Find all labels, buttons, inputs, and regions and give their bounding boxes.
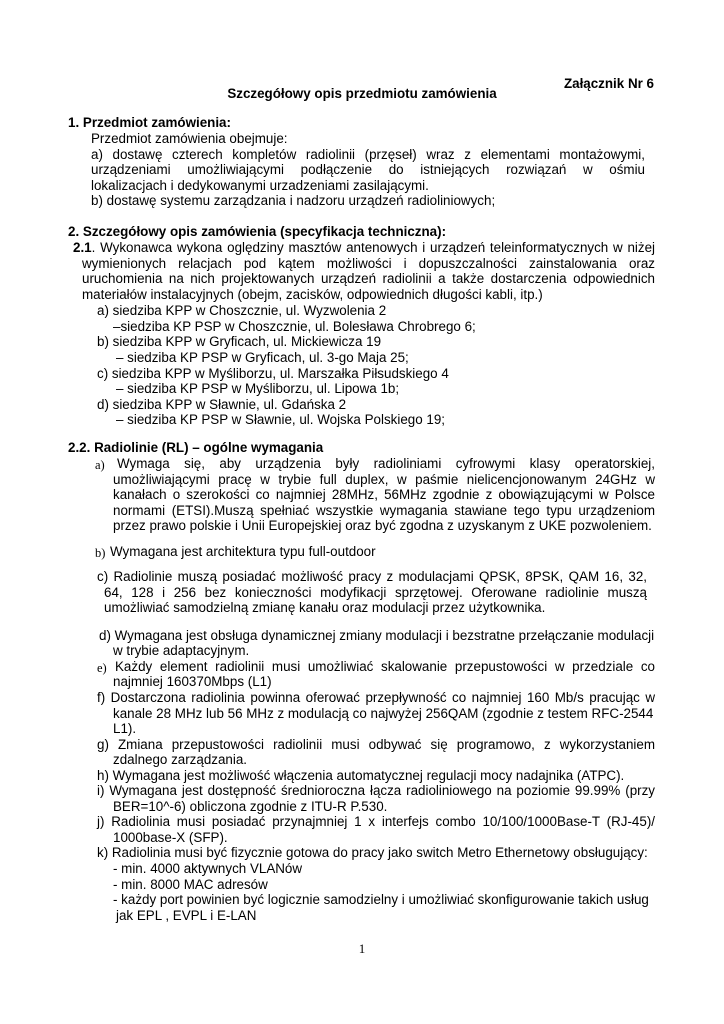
section2-1-number: 2.1 [73,240,92,255]
section2-2-heading [68,440,323,456]
item-a-line1: Wymaga się, aby urządzenia były radioliniami cyfrowymi klasy operatorskiej, [117,456,655,471]
attachment-label: Załącznik Nr 6 [563,76,654,91]
item-h: h) Wymagana jest możliwość włączenia automatycznej regulacji mocy nadajnika (ATPC). [97,768,625,783]
location-c-kpp: c) siedziba KPP w Myśliborzu, ul. Marszałka Piłsudskiego 4 [97,366,449,381]
location-c-psp: – siedziba KP PSP w Myśliborzu, ul. Lipowa 1b; [116,381,400,396]
section1-a-line1: a) dostawę czterech kompletów radiolinii (przęseł) wraz z elementami montażowymi, [91,147,645,162]
item-b-text: Wymagana jest architektura typu full-outdoor [110,544,376,559]
item-c-line2: 64, 128 i 256 bez konieczności modyfikacji sprzętowej. Oferowane radiolinie muszą [104,585,647,600]
item-k-port-line1: - każdy port powinien być logicznie samodzielny i umożliwiać skonfigurowanie takich usług [113,892,649,907]
location-d-kpp: d) siedziba KPP w Sławnie, ul. Gdańska 2 [97,397,347,412]
location-a-psp: –siedziba KP PSP w Choszcznie, ul. Bolesława Chrobrego 6; [113,319,476,334]
item-d-line2: w trybie adaptacyjnym. [113,643,250,658]
item-i-line1: i) Wymagana jest dostępność średnioroczna łącza radioliniowego na poziomie 99.99% (przy [97,783,655,798]
section1-intro: Przedmiot zamówienia obejmuje: [91,131,288,146]
item-f-line1: f) Dostarczona radiolinia powinna oferować przepływność co najmniej 160 Mb/s pracując w [97,690,655,705]
section2-2-number: 2.2 [68,440,87,455]
section2-1-line3: uruchomienia na nich projektowanych urządzeń radiolinii a także dostarczenia odpowiednich [82,271,655,286]
item-k-mac: - min. 8000 MAC adresów [113,877,268,892]
section1-b: b) dostawę systemu zarządzania i nadzoru urządzeń radioliniowych; [91,193,496,208]
item-k-vlans: - min. 4000 aktywnych VLANów [113,861,303,876]
section2-1-text: . Wykonawca wykona oględziny masztów antenowych i urządzeń teleinformatycznych w niżej [91,240,655,255]
location-d-psp: – siedziba KP PSP w Sławnie, ul. Wojska Polskiego 19; [116,412,445,427]
page-number: 1 [358,941,366,956]
item-a-line3: kanałach o szerokości co najmniej 28MHz, 56MHz zgodnie z obowiązującymi w Polsce [113,487,655,502]
item-e-label: e) [97,661,107,675]
item-i-line2: BER=10^-6) obliczona zgodnie z ITU-R P.530. [113,799,388,814]
item-c-line1: c) Radiolinie muszą posiadać możliwość pracy z modulacjami QPSK, 8PSK, QAM 16, 32, [97,569,647,584]
location-b-psp: – siedziba KP PSP w Gryficach, ul. 3-go Maja 25; [116,350,409,365]
item-k: k) Radiolinia musi być fizycznie gotowa do pracy jako switch Metro Ethernetowy obsługujący: [97,845,648,860]
item-a-line2: umożliwiającymi pracę w trybie full duplex, w paśmie nielicencjonowanym 24GHz w [113,472,655,487]
item-f-line3: L1). [113,721,137,736]
item-g-line2: zdalnego zarządzania. [113,752,247,767]
item-e-line2: najmniej 160370Mbps (L1) [113,674,272,689]
item-d-line1: d) Wymagana jest obsługa dynamicznej zmiany modulacji i bezstratne przełączanie modulacji [99,628,655,643]
section2-1-line2: wymienionych relacjach pod kątem możliwości i dopuszczalności zainstalowania oraz [82,256,655,271]
section1-a-line2: urządzeniami umożliwiającymi podłączenie do istniejących rozwiązań w ośmiu [91,162,645,177]
item-e-line1: Każdy element radiolinii musi umożliwiać skalowanie przepustowości w przedziale co [115,659,655,674]
document-title: Szczegółowy opis przedmiotu zamówienia [227,86,497,101]
section2-1-line4: materiałów instalacyjnych (obejm, zacisków, odpowiednich długości kabli, itp.) [82,287,543,302]
section1-heading: 1. Przedmiot zamówienia: [68,115,231,130]
item-j-line1: j) Radiolinia musi posiadać przynajmniej 1 x interfejs combo 10/100/1000Base-T (RJ-45)/ [97,814,655,829]
section1-a-line3: lokalizacjach i dedykowanymi urzadzeniami zasilającymi. [91,178,429,193]
item-f-line2: kanale 28 MHz lub 56 MHz z modulacją co najwyżej 256QAM (zgodnie z testem RFC-2544 [113,706,654,721]
item-a-line5: przez prawo polskie i Unii Europejskiej oraz być zgodna z uzyskanym z UKE pozwoleniem. [113,518,652,533]
section2-1-line1 [73,240,655,256]
location-b-kpp: b) siedziba KPP w Gryficach, ul. Mickiewicza 19 [97,334,382,349]
location-a-kpp: a) siedziba KPP w Choszcznie, ul. Wyzwolenia 2 [97,303,387,318]
item-a-label: a) [95,458,105,472]
item-a-line4: normami (ETSI).Muszą spełniać wszystkie wymagania stawiane tego typu urządzeniom [113,503,655,518]
item-c-line3: umożliwiać samodzielną zmianę kanału oraz modulacji przez użytkownika. [104,600,546,615]
item-j-line2: 1000base-X (SFP). [113,830,228,845]
section2-heading: 2. Szczegółowy opis zamówienia (specyfikacja techniczna): [68,224,447,239]
section2-2-title: . Radiolinie (RL) – ogólne wymagania [86,440,324,455]
item-k-port-line2: jak EPL , EVPL i E-LAN [116,908,257,923]
item-b-label: b) [95,546,106,560]
item-g-line1: g) Zmiana przepustowości radiolinii musi odbywać się programowo, z wykorzystaniem [97,737,655,752]
